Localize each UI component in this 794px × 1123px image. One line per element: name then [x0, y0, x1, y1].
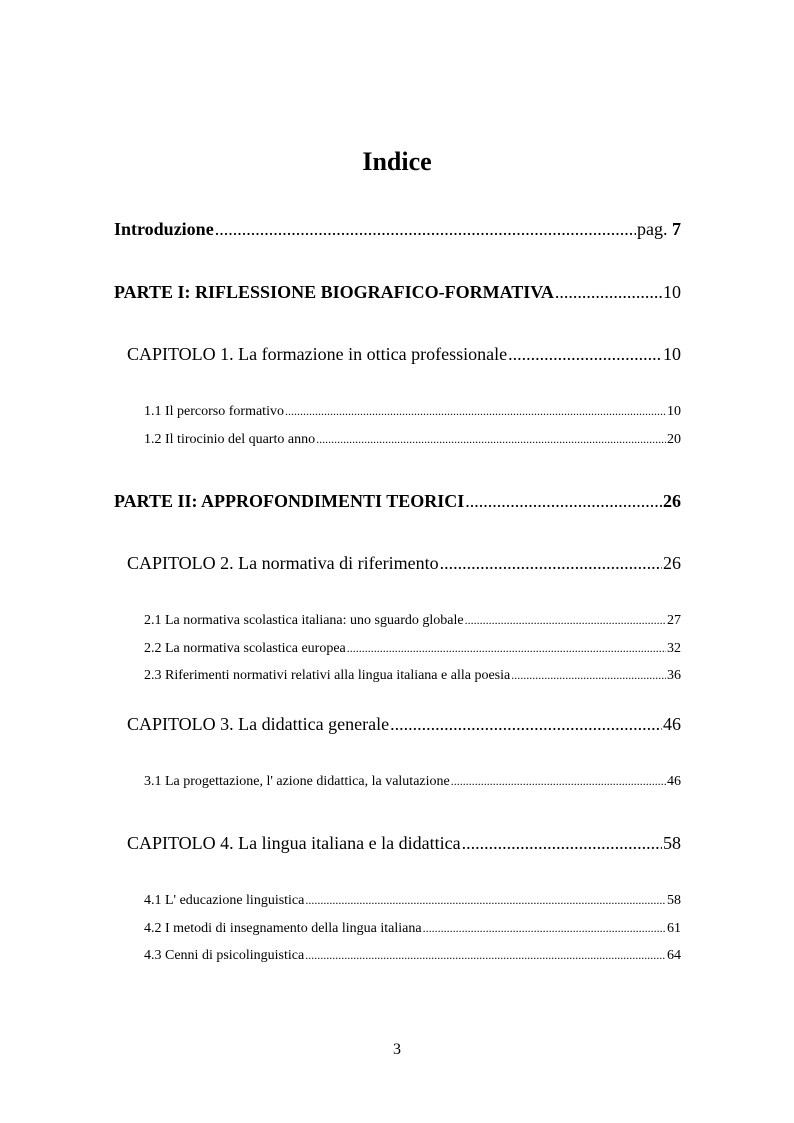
toc-entry-label: 1.1 Il percorso formativo [144, 404, 284, 419]
toc-page-number: 7 [672, 219, 681, 239]
dot-leader [316, 430, 666, 448]
toc-entry-label: CAPITOLO 2. La normativa di riferimento [127, 553, 439, 573]
dot-leader [305, 946, 666, 964]
pag-word: pag. [637, 219, 668, 239]
toc-entry-label: 2.3 Riferimenti normativi relativi alla lingua italiana e alla poesia [144, 668, 511, 683]
toc-entry-label: 1.2 Il tirocinio del quarto anno [144, 432, 316, 447]
toc-entry-section[interactable] [144, 402, 681, 421]
toc-entry-introduzione[interactable] [114, 217, 681, 241]
toc-entry-label: CAPITOLO 3. La didattica generale [127, 714, 390, 734]
toc-entry-page: 46 [667, 774, 681, 789]
toc-entry-section[interactable] [144, 611, 681, 630]
toc-entry-label: 4.3 Cenni di psicolinguistica [144, 948, 305, 963]
toc-entry-label: 4.2 I metodi di insegnamento della lingua italiana [144, 921, 422, 936]
toc-entry-label: PARTE I: RIFLESSIONE BIOGRAFICO-FORMATIVA [114, 282, 554, 302]
toc-entry-chapter[interactable] [127, 342, 681, 366]
dot-leader [423, 919, 666, 937]
toc-entry-page: 10 [663, 344, 681, 364]
dot-leader [508, 342, 662, 366]
page-number: 3 [393, 1041, 401, 1058]
page-title: Indice [362, 147, 432, 176]
toc-entry-label: 2.2 La normativa scolastica europea [144, 641, 346, 656]
toc-entry-section[interactable] [144, 946, 681, 965]
toc-entry-page: 32 [667, 641, 681, 656]
dot-leader [215, 217, 636, 241]
toc-entry-section[interactable] [144, 639, 681, 658]
toc-entry-page: 20 [667, 432, 681, 447]
toc-entry-page [637, 217, 681, 241]
toc-entry-label: CAPITOLO 1. La formazione in ottica professionale [127, 344, 508, 364]
toc-entry-chapter[interactable] [127, 831, 681, 855]
toc-entry-page: 64 [667, 948, 681, 963]
dot-leader [555, 280, 662, 304]
toc-entry-page: 10 [663, 282, 681, 302]
toc-entry-section[interactable] [144, 666, 681, 685]
dot-leader [390, 712, 662, 736]
toc-entry-section[interactable] [144, 891, 681, 910]
toc-entry-label: CAPITOLO 4. La lingua italiana e la didattica [127, 833, 461, 853]
dot-leader [465, 611, 666, 629]
dot-leader [305, 891, 666, 909]
dot-leader [440, 551, 662, 575]
toc-entry-page: 27 [667, 613, 681, 628]
toc-entry-page: 26 [663, 553, 681, 573]
dot-leader [451, 772, 666, 790]
toc-entry-chapter[interactable] [127, 712, 681, 736]
toc-entry-part[interactable] [114, 280, 681, 304]
toc-entry-label: 2.1 La normativa scolastica italiana: uno sguardo globale [144, 613, 464, 628]
toc-entry-part[interactable] [114, 489, 681, 513]
dot-leader [347, 639, 666, 657]
toc-entry-page: 36 [667, 668, 681, 683]
toc-entry-section[interactable] [144, 772, 681, 791]
toc-entry-label: PARTE II: APPROFONDIMENTI TEORICI [114, 491, 465, 511]
toc-entry-page: 26 [663, 491, 681, 511]
dot-leader [462, 831, 662, 855]
toc-entry-page: 58 [663, 833, 681, 853]
toc-entry-page: 46 [663, 714, 681, 734]
toc-entry-label: 3.1 La progettazione, l' azione didattica, la valutazione [144, 774, 450, 789]
toc-entry-page: 61 [667, 921, 681, 936]
dot-leader [465, 489, 662, 513]
toc-entry-page: 10 [667, 404, 681, 419]
toc-entry-page: 58 [667, 893, 681, 908]
toc-entry-label: 4.1 L' educazione linguistica [144, 893, 305, 908]
toc-entry-section[interactable] [144, 430, 681, 449]
toc-entry-section[interactable] [144, 919, 681, 938]
toc-entry-chapter[interactable] [127, 551, 681, 575]
dot-leader [511, 666, 666, 684]
dot-leader [285, 402, 666, 420]
toc-entry-label: Introduzione [114, 219, 214, 239]
